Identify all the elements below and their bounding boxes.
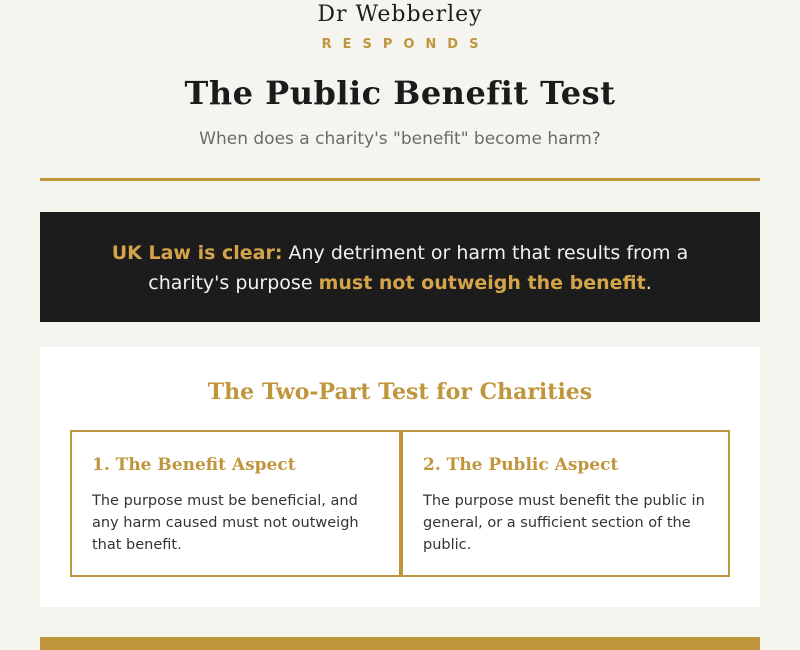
law-callout: [40, 212, 760, 322]
two-part-test-card: [40, 347, 760, 607]
page-title: The Public Benefit Test: [184, 74, 616, 112]
part-text: The purpose must benefit the public in general, or a sufficient section of the public.: [423, 493, 705, 553]
card-title: The Two-Part Test for Charities: [207, 379, 593, 405]
callout-lead: UK Law is clear:: [111, 242, 283, 264]
header-divider: [40, 178, 760, 181]
part-text: The purpose must be beneficial, and any harm caused must not outweigh that benefit.: [92, 493, 359, 553]
brand-tagline: RESPONDS: [321, 37, 490, 52]
callout-text: Any detriment or harm that results from a charity's purpose: [148, 242, 689, 294]
benefit-aspect-box: [70, 430, 400, 577]
part-title: 1. The Benefit Aspect: [92, 455, 296, 475]
page-subtitle: When does a charity's "benefit" become harm?: [199, 129, 601, 149]
callout-emphasis: must not outweigh the benefit: [318, 272, 646, 294]
brand-name: Dr Webberley: [317, 2, 483, 27]
callout-text-end: .: [645, 272, 652, 294]
part-title: 2. The Public Aspect: [423, 455, 619, 475]
public-aspect-box: [400, 430, 730, 577]
footer-accent-bar: [40, 637, 760, 650]
test-parts: [70, 430, 730, 577]
